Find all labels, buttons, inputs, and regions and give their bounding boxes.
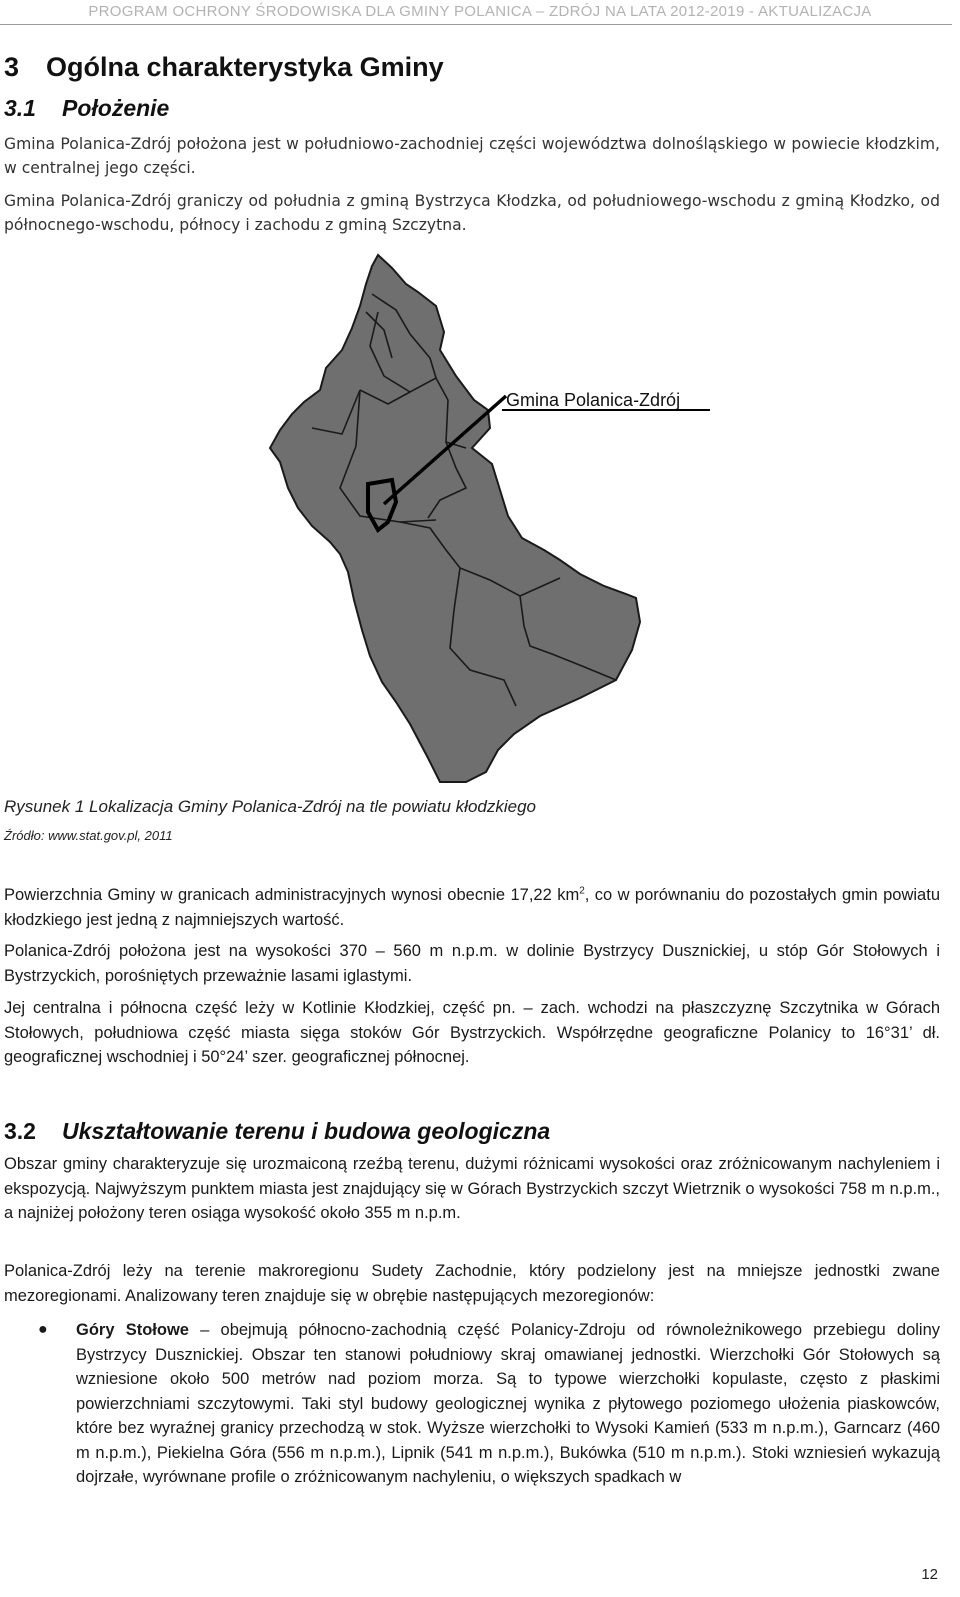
mesoregion-list [36,1318,940,1490]
county-shape [270,255,640,782]
paragraph-location: Gmina Polanica-Zdrój położona jest w południowo-zachodniej części województwa dolnośląskiego w powiecie kłodzkim, w centralnej jego części. [4,135,940,177]
figure-caption: Rysunek 1 Lokalizacja Gminy Polanica-Zdrój na tle powiatu kłodzkiego [4,797,536,816]
subsection-title: Ukształtowanie terenu i budowa geologiczna [62,1118,551,1144]
area-unit-superscript: 2 [579,885,585,897]
list-item [36,1318,940,1490]
list-item-term: Góry Stołowe [76,1321,189,1339]
section-heading-3 [4,52,444,83]
section-number: 3 [4,52,20,82]
page-number: 12 [921,1566,938,1583]
paragraph-coordinates: Jej centralna i północna część leży w Kotlinie Kłodzkiej, część pn. – zach. wchodzi na płaszczyznę Szczytnika w Górach Stołowych, południowa część miasta sięga stoków Gór Bystrzyckich. Współrzędne geograficzne Polanicy to 16°31’ dł. geograficznej wschodniej i 50°24’ szer. geograficznej północnej. [4,999,940,1066]
figure-source: Źródło: www.stat.gov.pl, 2011 [4,828,173,843]
section-heading-3-1 [4,95,169,122]
bullet-icon: ● [38,1321,48,1338]
subsection-title: Położenie [62,95,170,121]
map-label: Gmina Polanica-Zdrój [506,390,681,410]
paragraph-area [4,883,940,932]
paragraph-borders: Gmina Polanica-Zdrój graniczy od południa z gminą Bystrzyca Kłodzka, od południowego-wschodu z gminą Kłodzko, od północnego-wschodu, północy i zachodu z gminą Szczytna. [4,192,940,234]
header-divider [0,24,952,25]
section-title: Ogólna charakterystyka Gminy [46,52,444,82]
paragraph-terrain: Obszar gminy charakteryzuje się urozmaiconą rzeźbą terenu, dużymi różnicami wysokości oraz zróżnicowanym nachyleniem i ekspozycją. Najwyższym punktem miasta jest znajdujący się w Górach Bystrzyckich szczyt Wietrznik o wysokości 758 m n.p.m., a najniżej położony teren osiąga wysokość około 355 m n.p.m. [4,1155,940,1222]
subsection-number: 3.1 [4,95,36,121]
area-text-b: , co w porównaniu do pozostałych gmin powiatu kłodzkiego jest jedną z najmniejszych wartość. [4,886,940,929]
county-map [260,250,720,790]
paragraph-altitude: Polanica-Zdrój położona jest na wysokości 370 – 560 m n.p.m. w dolinie Bystrzycy Dusznickiej, u stóp Gór Stołowych i Bystrzyckich, porośniętych przeważnie lasami iglastymi. [4,942,940,985]
section-heading-3-2 [4,1118,550,1145]
area-text-a: Powierzchnia Gminy w granicach administracyjnych wynosi obecnie 17,22 km [4,886,580,904]
subsection-number: 3.2 [4,1118,36,1144]
paragraph-mesoregions: Polanica-Zdrój leży na terenie makroregionu Sudety Zachodnie, który podzielony jest na mniejsze jednostki zwane mezoregionami. Analizowany teren znajduje się w obrębie następujących mezoregionów: [4,1262,940,1305]
list-item-text: – obejmują północno-zachodnią część Polanicy-Zdroju od równoleżnikowego przebiegu doliny Bystrzycy Dusznickiej. Obszar ten stanowi południowy skraj omawianej jednostki. Wierzchołki Gór Stołowych są wzniesione około 500 metrów nad poziom morza. Są to typowe wierzchołki kopulaste, często z płaskimi powierzchniami szczytowymi. Taki styl budowy geologicznej wynika z płytowego poziomego ułożenia piaskowców, które bez wyraźnej granicy przechodzą w stok. Wyższe wierzchołki to Wysoki Kamień (533 m n.p.m.), Garncarz (460 m n.p.m.), Piekielna Góra (556 m n.p.m.), Lipnik (541 m n.p.m.), Bukówka (510 m n.p.m.). Stoki wzniesień wykazują dojrzałe, wyrównane profile o zróżnicowanym nachyleniu, o większych spadkach w [76,1321,940,1486]
running-header: PROGRAM OCHRONY ŚRODOWISKA DLA GMINY POLANICA – ZDRÓJ NA LATA 2012-2019 - AKTUALIZACJA [88,3,872,20]
